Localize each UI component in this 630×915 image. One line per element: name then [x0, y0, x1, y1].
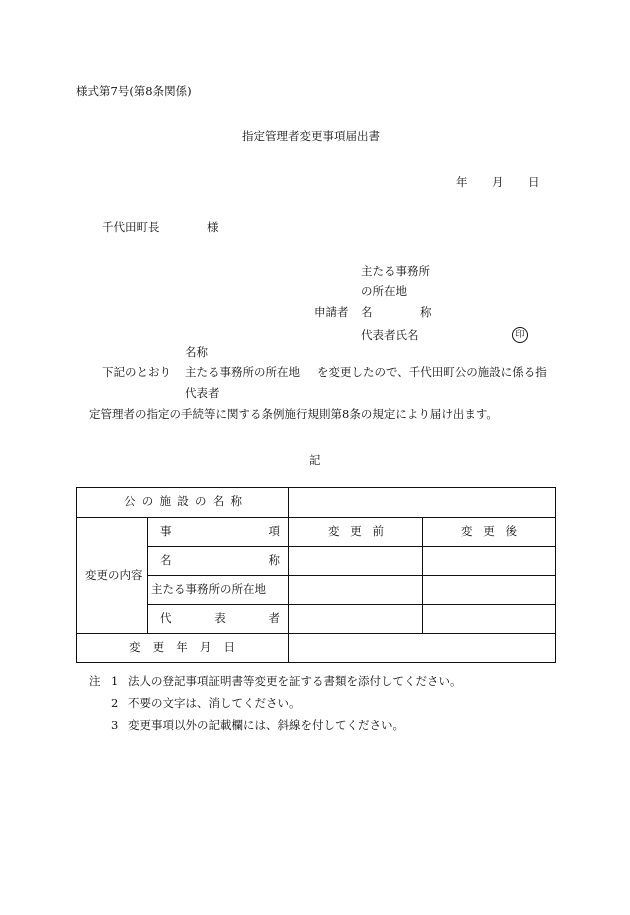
note-1-number: 1	[111, 674, 119, 688]
body-prefix: 下記のとおり	[102, 365, 171, 379]
office-label-line2: の所在地	[361, 284, 407, 298]
before-header: 変 更 前	[328, 524, 384, 538]
row-office-label: 主たる事務所の所在地	[151, 582, 266, 596]
note-2-number: 2	[111, 696, 119, 710]
row-name-label: 名 称	[160, 553, 280, 567]
facility-name-label: 公 の 施 設 の 名 称	[124, 494, 242, 508]
note-3-text: 変更事項以外の記載欄には、斜線を付してください。	[128, 718, 404, 732]
row-rep-label: 代 表 者	[160, 611, 280, 625]
applicant-label: 申請者	[314, 305, 349, 319]
item-rep-option: 代表者	[185, 386, 220, 400]
body-line2: 定管理者の指定の手続等に関する条例施行規則第8条の規定により届け出ます。	[89, 407, 498, 421]
note-2-text: 不要の文字は、消してください。	[128, 696, 301, 710]
honorific: 様	[207, 220, 219, 234]
document-title: 指定管理者変更事項届出書	[242, 129, 380, 143]
note-3-number: 3	[111, 718, 119, 732]
date-month: 月	[492, 175, 504, 189]
change-content-label: 変更の内容	[85, 568, 143, 582]
office-label-line1: 主たる事務所	[361, 264, 430, 278]
item-name-option: 名称	[185, 345, 208, 359]
after-header: 変 更 後	[461, 524, 517, 538]
addressee: 千代田町長	[102, 220, 160, 234]
date-year: 年	[456, 175, 468, 189]
change-table	[76, 487, 556, 663]
name-label-a: 名	[361, 305, 373, 319]
name-label-b: 称	[420, 305, 432, 319]
date-day: 日	[528, 175, 540, 189]
seal-mark: 印	[512, 327, 528, 343]
note-1-text: 法人の登記事項証明書等変更を証する書類を添付してください。	[128, 674, 462, 688]
ki-heading: 記	[309, 453, 321, 467]
change-date-label: 変 更 年 月 日	[129, 640, 235, 654]
item-header: 事 項	[160, 524, 280, 538]
form-number: 様式第7号(第8条関係)	[76, 84, 192, 98]
body-rest: を変更したので、千代田町公の施設に係る指	[317, 365, 547, 379]
notes-label: 注	[89, 674, 101, 688]
item-office-option: 主たる事務所の所在地	[185, 365, 300, 379]
representative-label: 代表者氏名	[361, 328, 419, 342]
